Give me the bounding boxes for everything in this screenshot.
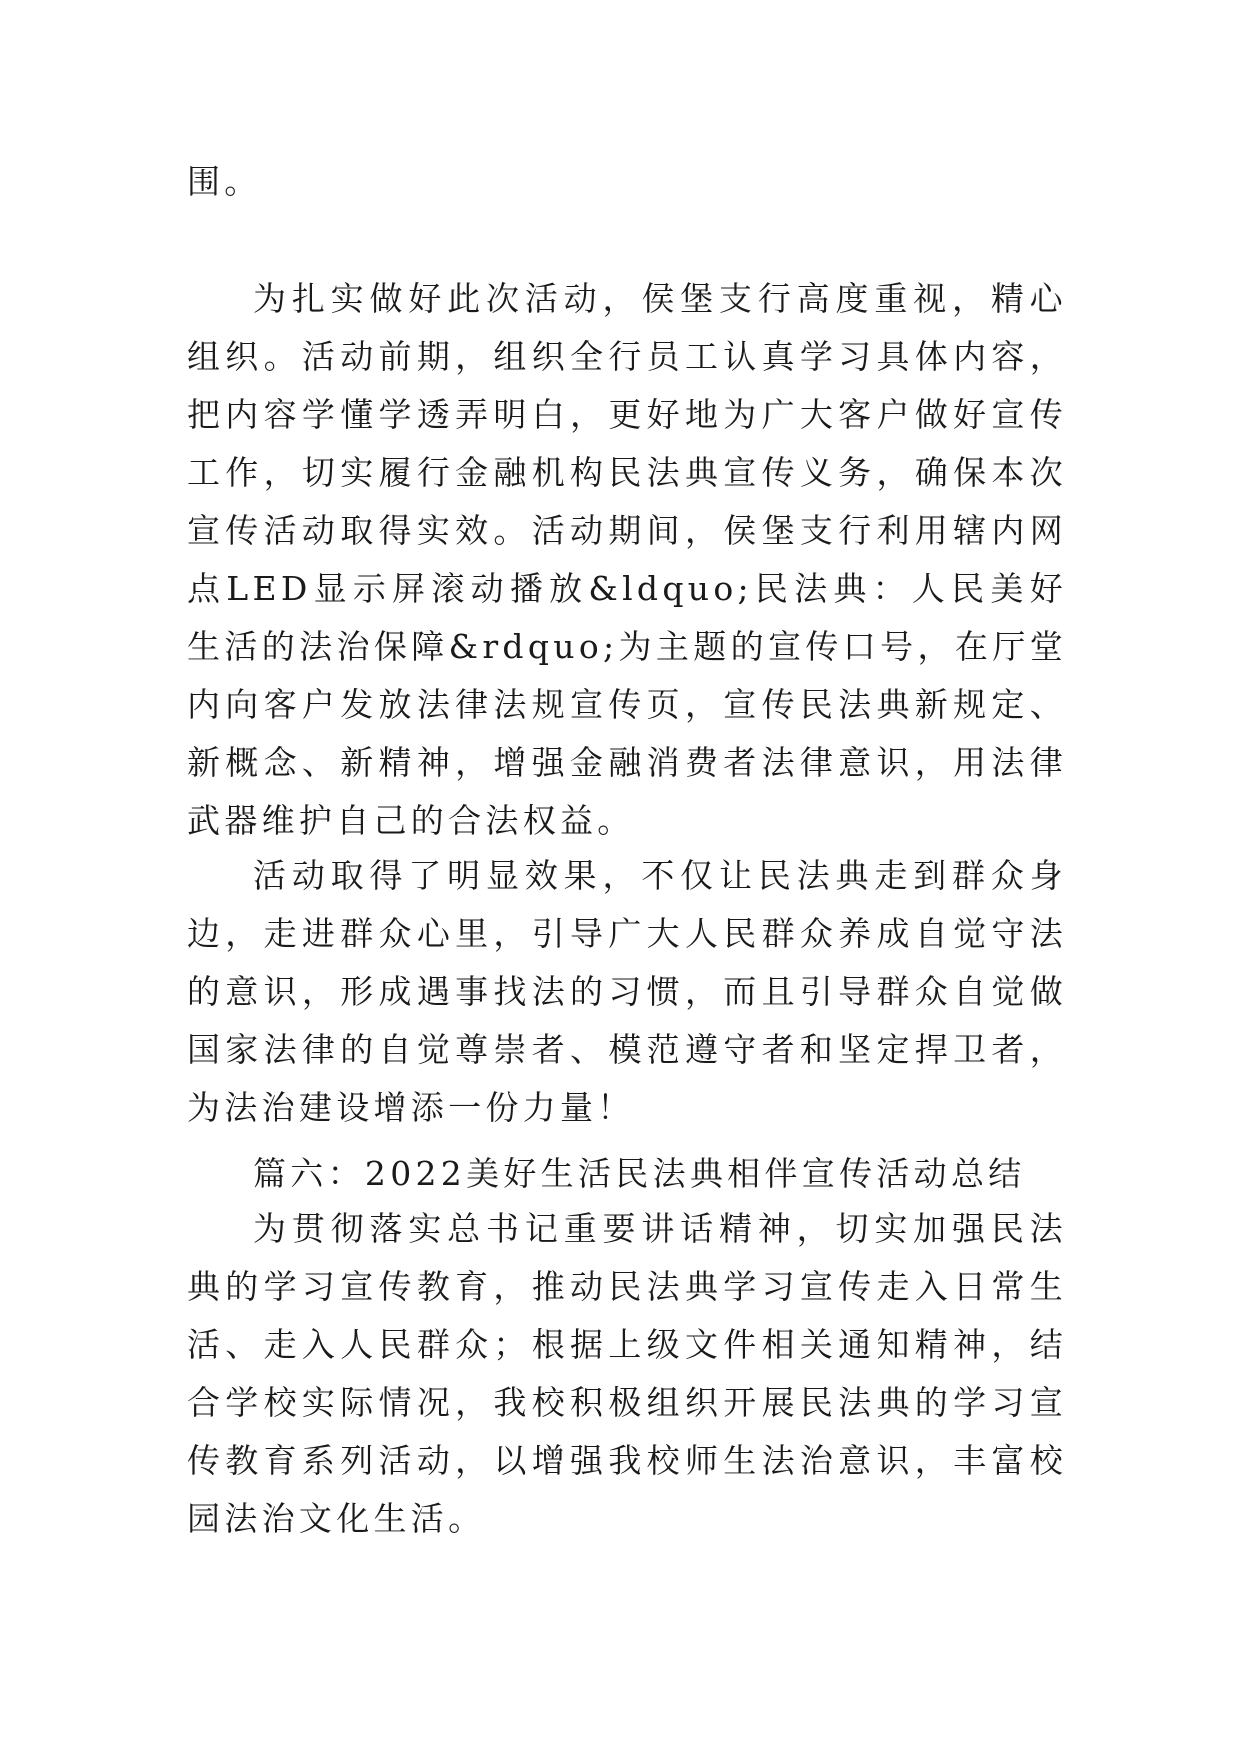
paragraph-organization: 为扎实做好此次活动，侯堡支行高度重视，精心组织。活动前期，组织全行员工认真学习具体内容，把内容学懂学透弄明白，更好地为广大客户做好宣传工作，切实履行金融机构民法典宣传义务，确保本次宣传活动取得实效。活动期间，侯堡支行利用辖内网点LED显示屏滚动播放&ldquo;民法典：人民美好生活的法治保障&rdquo;为主题的宣传口号，在厅堂内向客户发放法律法规宣传页，宣传民法典新规定、新概念、新精神，增强金融消费者法律意识，用法律武器维护自己的合法权益。 xyxy=(187,279,1067,840)
paragraph-continuation: 围。 xyxy=(187,162,262,201)
paragraph-results: 活动取得了明显效果，不仅让民法典走到群众身边，走进群众心里，引导广大人民群众养成自觉守法的意识，形成遇事找法的习惯，而且引导群众自觉做国家法律的自觉尊崇者、模范遵守者和坚定捍卫者，为法治建设增添一份力量！ xyxy=(187,856,1067,1127)
paragraph-school-activity: 为贯彻落实总书记重要讲话精神，切实加强民法典的学习宣传教育，推动民法典学习宣传走入日常生活、走入人民群众；根据上级文件相关通知精神，结合学校实际情况，我校积极组织开展民法典的学习宣传教育系列活动，以增强我校师生法治意识，丰富校园法治文化生活。 xyxy=(187,1209,1067,1538)
section-heading: 篇六：2022美好生活民法典相伴宣传活动总结 xyxy=(253,1154,1026,1193)
